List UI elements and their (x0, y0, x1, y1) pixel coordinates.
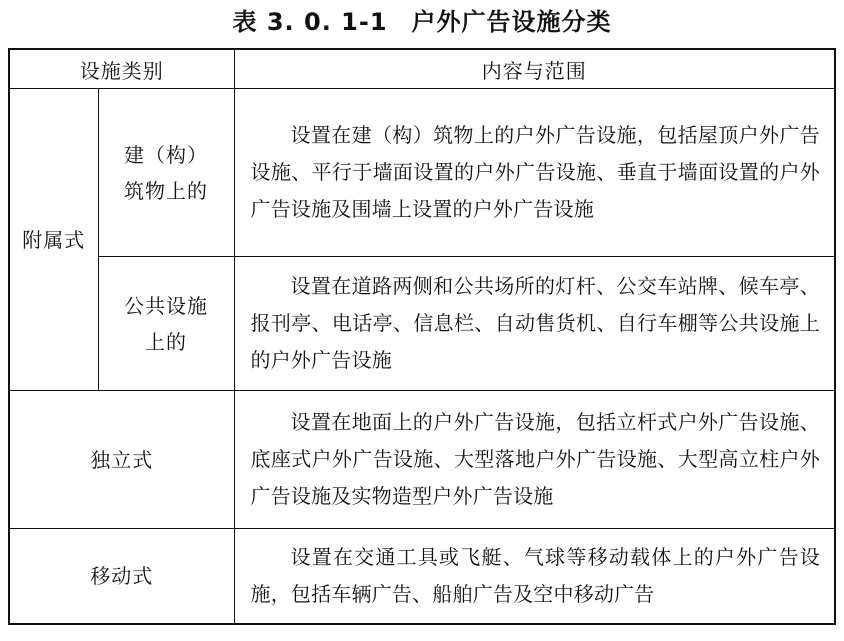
table-row (9, 257, 835, 391)
content-cell: 设置在地面上的户外广告设施，包括立杆式户外广告设施、底座式户外广告设施、大型落地户外广告设施、大型高立柱户外广告设施及实物造型户外广告设施 (234, 391, 835, 529)
content-cell: 设置在建（构）筑物上的户外广告设施，包括屋顶户外广告设施、平行于墙面设置的户外广告设施、垂直于墙面设置的户外广告设施及围墙上设置的户外广告设施 (234, 89, 835, 257)
category-cell: 移动式 (9, 529, 234, 625)
subcategory-line: 筑物上的 (124, 178, 208, 203)
classification-table (8, 48, 836, 625)
table-row (9, 89, 835, 257)
table-row (9, 391, 835, 529)
group-category-cell: 附属式 (9, 89, 98, 391)
header-category: 设施类别 (9, 49, 234, 89)
category-cell: 独立式 (9, 391, 234, 529)
header-row (9, 49, 835, 89)
table-title: 户外广告设施分类 (411, 8, 612, 36)
subcategory-cell (98, 257, 234, 391)
subcategory-line: 公共设施 (124, 293, 208, 318)
content-cell: 设置在交通工具或飞艇、气球等移动载体上的户外广告设施，包括车辆广告、船舶广告及空中移动广告 (234, 529, 835, 625)
subcategory-cell (98, 89, 234, 257)
header-content: 内容与范围 (234, 49, 835, 89)
subcategory-line: 上的 (145, 329, 187, 354)
table-row (9, 529, 835, 625)
table-number: 表 3. 0. 1-1 (232, 8, 388, 36)
table-caption (0, 6, 844, 38)
content-cell: 设置在道路两侧和公共场所的灯杆、公交车站牌、候车亭、报刊亭、电话亭、信息栏、自动售货机、自行车棚等公共设施上的户外广告设施 (234, 257, 835, 391)
subcategory-line: 建（构） (124, 142, 208, 167)
